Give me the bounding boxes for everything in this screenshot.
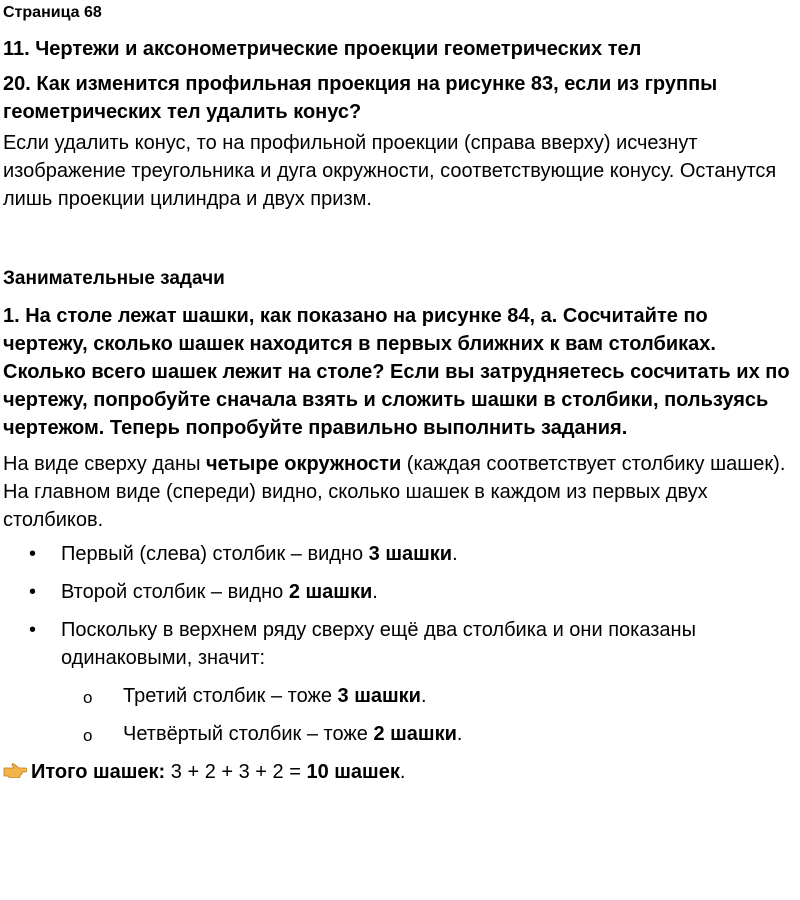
section-title: 11. Чертежи и аксонометрические проекции геометрических тел: [3, 38, 642, 60]
pointing-hand-icon-svg: [3, 762, 27, 778]
list-item-text: Поскольку в верхнем ряду сверху ещё два столбика и они показаны одинаковыми, значит:: [61, 619, 696, 669]
total-line: [3, 758, 797, 786]
bullet-icon: •: [29, 581, 37, 603]
sub-item-end: .: [420, 685, 427, 707]
list-item-end: .: [452, 543, 458, 565]
total-result: 10 шашек: [306, 761, 400, 783]
answer-text: Если удалить конус, то на профильной проекции (справа вверху) исчезнут изображение треугольника и дуга окружности, соответствующие конусу. Останутся лишь проекции цилиндра и двух призм.: [3, 132, 777, 210]
pointing-hand-icon: [3, 758, 31, 786]
list-item-text: Второй столбик – видно: [61, 581, 289, 603]
task-title: 1. На столе лежат шашки, как показано на рисунке 84, а. Сосчитайте по чертежу, сколько шашек находится в первых ближних к вам столбиках. Сколько всего шашек лежит на столе? Если вы затрудняетесь сосчитать их по чертежу, попробуйте сначала взять и сложить шашки в столбики, пользуясь чертежом. Теперь попробуйте правильно выполнить задания.: [3, 305, 790, 439]
sub-item-text: Третий столбик – тоже: [123, 685, 338, 707]
para1-text-end: (каждая соответствует столбику шашек).: [401, 453, 786, 475]
list-item-bold: 3 шашки: [368, 543, 453, 565]
list-item: [3, 616, 797, 672]
circle-bullet-icon: o: [83, 688, 93, 707]
sub-list-item: [3, 720, 797, 748]
list-item: [3, 578, 797, 606]
total-end: .: [399, 761, 406, 783]
bullet-list: [3, 540, 797, 672]
bullet-icon: •: [29, 619, 37, 641]
list-item-text: Первый (слева) столбик – видно: [61, 543, 369, 565]
total-expression: 3 + 2 + 3 + 2 =: [165, 761, 307, 783]
sub-item-bold: 3 шашки: [337, 685, 421, 707]
sub-list-item: [3, 682, 797, 710]
list-item: [3, 540, 797, 568]
sub-item-text: Четвёртый столбик – тоже: [123, 723, 374, 745]
sub-item-end: .: [456, 723, 463, 745]
paragraph-front-view: На главном виде (спереди) видно, сколько шашек в каждом из первых двух столбиков.: [3, 481, 708, 531]
bullet-icon: •: [29, 543, 37, 565]
document-page: [3, 0, 797, 786]
sub-item-bold: 2 шашки: [373, 723, 457, 745]
para1-text: На виде сверху даны: [3, 453, 207, 475]
total-label: Итого шашек:: [31, 761, 166, 783]
sub-bullet-list: [3, 682, 797, 748]
paragraph-top-view: [3, 450, 797, 478]
subheading: Занимательные задачи: [3, 268, 225, 289]
list-item-bold: 2 шашки: [288, 581, 373, 603]
list-item-end: .: [372, 581, 378, 603]
question-title: 20. Как изменится профильная проекция на рисунке 83, если из группы геометрических тел удалить конус?: [3, 73, 718, 123]
para1-bold: четыре окружности: [206, 453, 402, 475]
page-label: Страница 68: [3, 4, 102, 21]
circle-bullet-icon: o: [83, 726, 93, 745]
